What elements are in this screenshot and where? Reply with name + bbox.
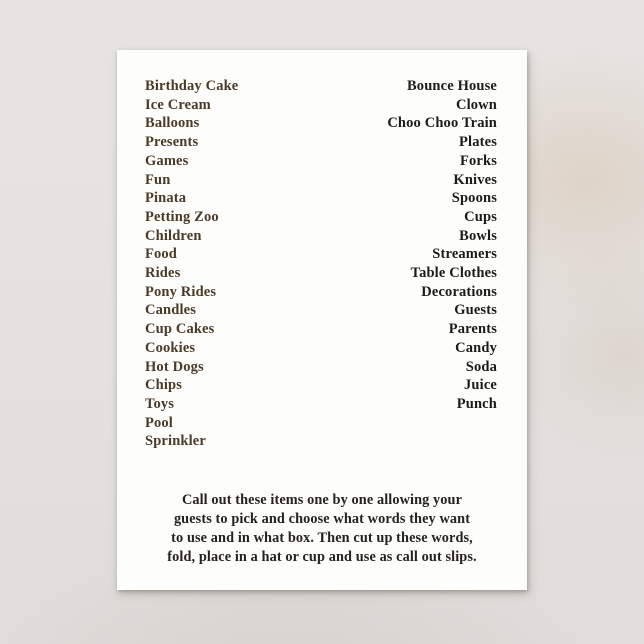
- word-item: Juice: [464, 377, 497, 394]
- word-item: Bowls: [459, 227, 497, 244]
- word-item: Birthday Cake: [145, 78, 239, 94]
- word-item: Forks: [460, 152, 497, 169]
- word-item: Spoons: [451, 190, 497, 207]
- word-item: Decorations: [421, 283, 497, 300]
- word-item: Cup Cakes: [145, 321, 215, 338]
- word-item: Petting Zoo: [145, 208, 219, 225]
- word-item: Plates: [459, 134, 497, 151]
- word-item: Parents: [448, 321, 497, 338]
- word-item: Cups: [464, 208, 497, 225]
- word-item: Soda: [465, 358, 497, 375]
- word-item: Cookies: [145, 339, 196, 356]
- word-item: Hot Dogs: [145, 358, 204, 375]
- word-list-left: [145, 77, 238, 451]
- word-item: Clown: [455, 96, 497, 113]
- word-item: Table Clothes: [410, 265, 497, 282]
- word-list-right: [387, 77, 497, 414]
- word-item: Streamers: [432, 246, 497, 263]
- word-item: Presents: [145, 134, 199, 151]
- word-item: Rides: [145, 265, 181, 282]
- instructions-text: [117, 491, 527, 567]
- word-item: Fun: [145, 171, 171, 188]
- instruction-line: guests to pick and choose what words they want: [173, 511, 471, 527]
- word-item: Candy: [455, 339, 497, 356]
- word-item: Chips: [145, 377, 183, 394]
- instruction-line: to use and in what box. Then cut up these words,: [171, 530, 473, 546]
- word-item: Toys: [145, 395, 175, 412]
- word-item: Games: [145, 152, 189, 169]
- word-item: Candles: [145, 302, 197, 319]
- instruction-line: Call out these items one by one allowing your: [181, 492, 463, 508]
- word-item: Punch: [456, 395, 497, 412]
- word-item: Balloons: [145, 115, 200, 132]
- instruction-line: fold, place in a hat or cup and use as call out slips.: [167, 549, 477, 565]
- word-item: Pony Rides: [145, 283, 217, 300]
- word-item: Knives: [453, 171, 497, 188]
- word-item: Food: [145, 246, 178, 263]
- word-item: Ice Cream: [145, 96, 211, 113]
- word-item: Sprinkler: [145, 433, 206, 450]
- word-item: Guests: [454, 302, 497, 319]
- word-item: Choo Choo Train: [387, 115, 497, 132]
- word-item: Bounce House: [406, 78, 497, 94]
- word-item: Pool: [145, 414, 173, 431]
- word-item: Children: [145, 227, 202, 244]
- postcard: [117, 50, 527, 590]
- word-item: Pinata: [145, 190, 187, 207]
